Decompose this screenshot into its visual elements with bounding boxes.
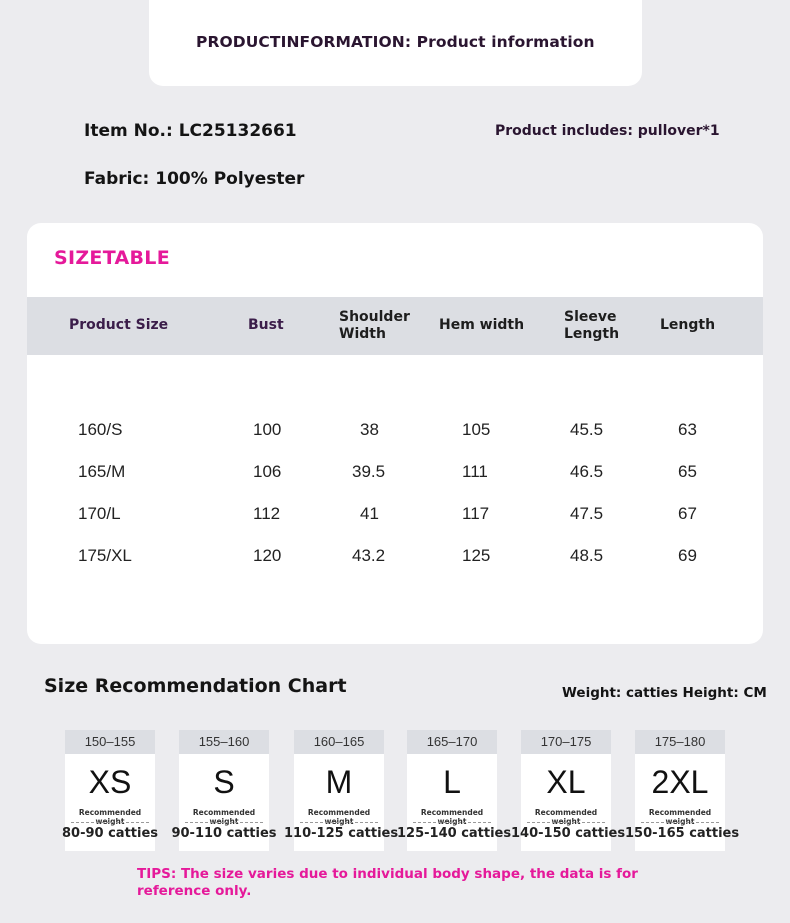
cell-sleeve-length: 45.5 xyxy=(570,420,604,439)
tips-note: TIPS: The size varies due to individual body shape, the data is for reference only. xyxy=(137,866,638,899)
cell-hem-width: 117 xyxy=(462,504,490,523)
recommended-weight-label: Recommended weight xyxy=(307,808,371,826)
divider xyxy=(527,822,605,823)
weight-range: 90-110 catties xyxy=(171,826,277,841)
size-label: L xyxy=(443,764,461,800)
size-table-title: SIZETABLE xyxy=(54,247,170,269)
height-range: 155–160 xyxy=(179,730,269,754)
cell-bust: 112 xyxy=(253,504,281,523)
size-label: S xyxy=(213,764,235,800)
product-information-heading: PRODUCTINFORMATION: Product information xyxy=(196,33,595,51)
product-includes: Product includes: pullover*1 xyxy=(495,123,720,139)
size-label: XL xyxy=(546,764,586,800)
size-chip-xl xyxy=(511,730,626,851)
cell-product-size: 165/M xyxy=(78,462,126,481)
cell-bust: 106 xyxy=(253,462,282,481)
fabric-info: Fabric: 100% Polyester xyxy=(84,169,305,189)
weight-range: 140-150 catties xyxy=(511,826,626,841)
cell-shoulder-width: 43.2 xyxy=(352,546,386,565)
recommended-weight-label: Recommended weight xyxy=(192,808,256,826)
item-number: Item No.: LC25132661 xyxy=(84,121,297,141)
weight-range: 80-90 catties xyxy=(61,826,159,841)
size-label: M xyxy=(325,764,353,800)
size-table-header xyxy=(27,297,763,355)
cell-bust: 120 xyxy=(253,546,282,565)
size-chip-l xyxy=(397,730,512,851)
size-chip-m xyxy=(284,730,399,851)
cell-hem-width: 105 xyxy=(462,420,491,439)
size-chip-2xl xyxy=(625,730,740,851)
cell-hem-width: 125 xyxy=(462,546,491,565)
column-header-sleeve-length: Sleeve Length xyxy=(564,309,620,342)
height-range: 165–170 xyxy=(407,730,497,754)
cell-product-size: 175/XL xyxy=(78,546,132,565)
size-table-card xyxy=(27,223,763,644)
divider xyxy=(641,822,719,823)
recommended-weight-label: Recommended weight xyxy=(78,808,142,826)
cell-bust: 100 xyxy=(253,420,282,439)
size-chip-xs xyxy=(61,730,159,851)
column-header-hem-width: Hem width xyxy=(439,317,525,333)
recommended-weight-label: Recommended weight xyxy=(420,808,484,826)
cell-length: 63 xyxy=(678,420,697,439)
size-label: XS xyxy=(88,764,132,800)
divider xyxy=(413,822,491,823)
units-note: Weight: catties Height: CM xyxy=(562,685,767,701)
height-range: 160–165 xyxy=(294,730,384,754)
size-label: 2XL xyxy=(651,764,709,800)
cell-sleeve-length: 48.5 xyxy=(570,546,604,565)
size-recommendation-title: Size Recommendation Chart xyxy=(44,675,347,697)
weight-range: 125-140 catties xyxy=(397,826,512,841)
cell-sleeve-length: 46.5 xyxy=(570,462,604,481)
cell-shoulder-width: 41 xyxy=(360,504,379,523)
column-header-product-size: Product Size xyxy=(69,317,169,333)
column-header-length: Length xyxy=(660,317,716,333)
size-chip-s xyxy=(171,730,277,851)
cell-hem-width: 111 xyxy=(462,462,488,481)
weight-range: 110-125 catties xyxy=(284,826,399,841)
weight-range: 150-165 catties xyxy=(625,826,740,841)
cell-sleeve-length: 47.5 xyxy=(570,504,604,523)
height-range: 170–175 xyxy=(521,730,611,754)
cell-length: 67 xyxy=(678,504,697,523)
divider xyxy=(71,822,149,823)
product-information-card xyxy=(149,0,642,86)
height-range: 150–155 xyxy=(65,730,155,754)
column-header-bust: Bust xyxy=(248,317,284,333)
cell-product-size: 160/S xyxy=(78,420,123,439)
table-row xyxy=(27,420,763,450)
column-header-shoulder-width: Shoulder Width xyxy=(339,309,410,342)
recommended-weight-label: Recommended weight xyxy=(648,808,712,826)
cell-length: 65 xyxy=(678,462,697,481)
table-row xyxy=(27,504,763,534)
cell-product-size: 170/L xyxy=(78,504,121,523)
table-row xyxy=(27,546,763,576)
cell-length: 69 xyxy=(678,546,697,565)
recommended-weight-label: Recommended weight xyxy=(534,808,598,826)
cell-shoulder-width: 38 xyxy=(360,420,379,439)
cell-shoulder-width: 39.5 xyxy=(352,462,386,481)
divider xyxy=(185,822,263,823)
divider xyxy=(300,822,378,823)
height-range: 175–180 xyxy=(635,730,725,754)
table-row xyxy=(27,462,763,492)
